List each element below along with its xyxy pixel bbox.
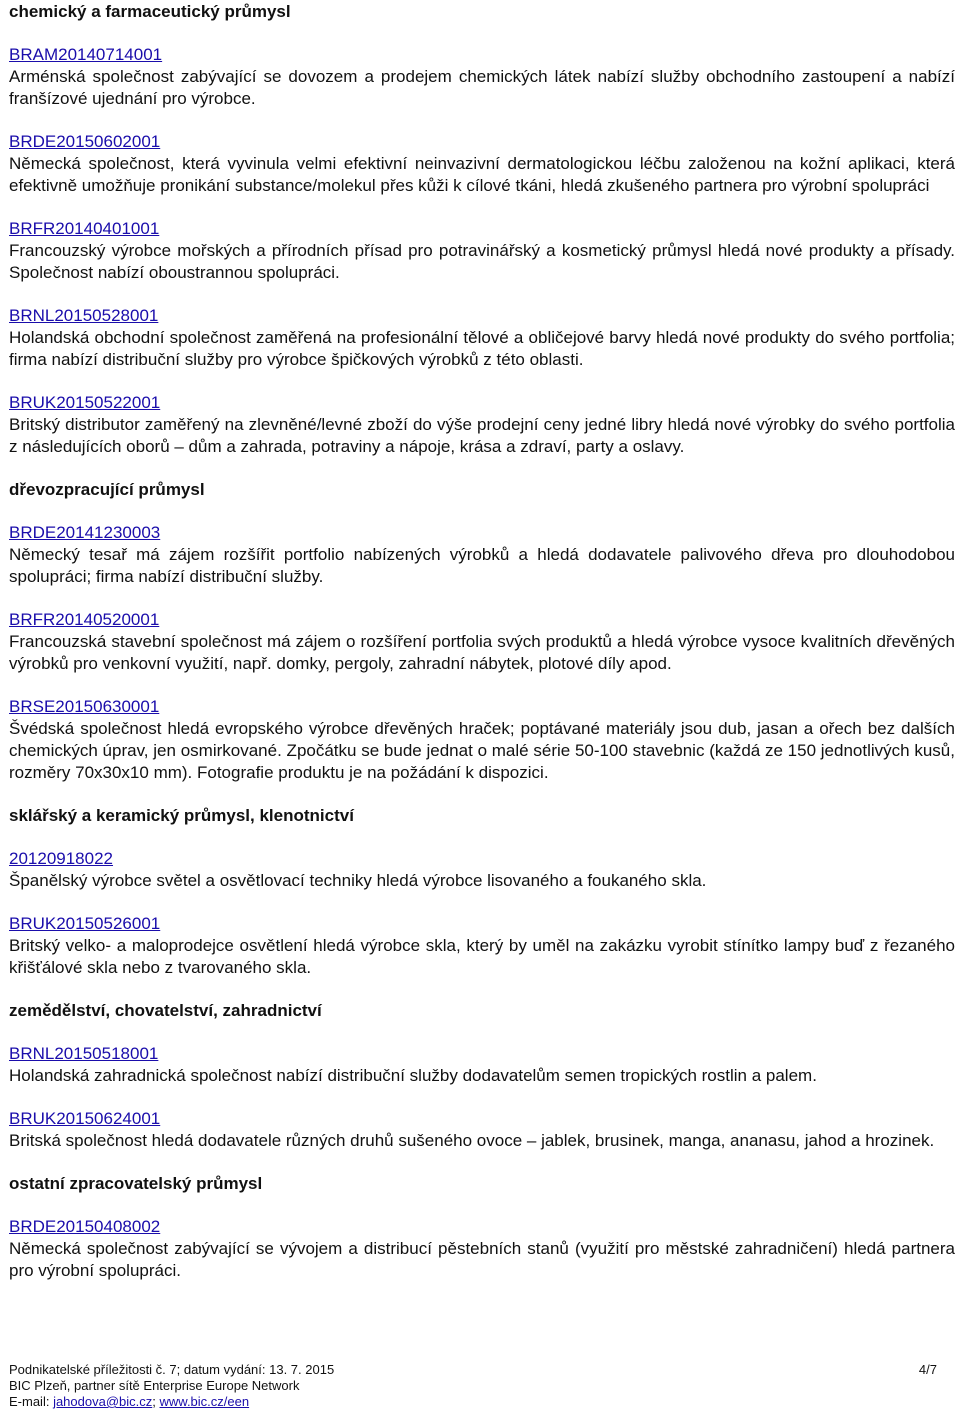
document-body: [9, 0, 955, 1282]
entry-description: Holandská zahradnická společnost nabízí distribuční služby dodavatelům semen tropických rostlin a palem.: [9, 1066, 817, 1085]
footer-row-org: [9, 1378, 937, 1394]
footer-email-label: E-mail:: [9, 1394, 54, 1409]
entry-description: Německá společnost zabývající se vývojem a distribucí pěstebních stanů (využití pro městské zahradničení) hledá partnera pro výrobní spolupráci.: [9, 1239, 955, 1280]
list-item: [9, 609, 955, 675]
entry-code-link[interactable]: BRSE20150630001: [9, 697, 160, 716]
section-zemedelstvi: [9, 1000, 955, 1152]
entry-code-link[interactable]: BRNL20150518001: [9, 1044, 159, 1063]
entry-code-link[interactable]: BRNL20150528001: [9, 306, 159, 325]
section-ostatni: [9, 1173, 955, 1282]
list-item: [9, 131, 955, 197]
section-drevozpracujici: [9, 479, 955, 784]
entry-code-link[interactable]: BRUK20150522001: [9, 393, 161, 412]
list-item: [9, 913, 955, 979]
page-number: 4/7: [918, 1362, 937, 1377]
list-item: [9, 1108, 955, 1152]
entry-description: Španělský výrobce světel a osvětlovací techniky hledá výrobce lisovaného a foukaného skla.: [9, 871, 707, 890]
footer-row-issue: [9, 1362, 937, 1378]
entry-code-link[interactable]: BRDE20150602001: [9, 132, 161, 151]
entry-description: Švédská společnost hledá evropského výrobce dřevěných hraček; poptávané materiály jsou dub, jasan a ořech bez dalších chemických úprav, jen osmirkované. Zpočátku se bude jednat o malé série 50-100 stavebnic (každá ze 150 jednotlivých kusů, rozměry 70x30x10 mm). Fotografie produktu je na požádání k dispozici.: [9, 719, 955, 782]
entry-description: Britská společnost hledá dodavatele různých druhů sušeného ovoce – jablek, brusinek, manga, ananasu, jahod a hrozinek.: [9, 1131, 935, 1150]
entry-code-link[interactable]: BRAM20140714001: [9, 45, 163, 64]
entry-code-link[interactable]: BRDE20141230003: [9, 523, 161, 542]
footer-row-contact: [9, 1394, 937, 1410]
section-sklarsky: [9, 805, 955, 979]
entry-description: Francouzský výrobce mořských a přírodních přísad pro potravinářský a kosmetický průmysl hledá nové produkty a přísady. Společnost nabízí oboustrannou spolupráci.: [9, 241, 955, 282]
list-item: [9, 218, 955, 284]
footer-separator: ;: [152, 1394, 160, 1409]
footer-issue-text: Podnikatelské příležitosti č. 7; datum vydání: 13. 7. 2015: [9, 1362, 335, 1377]
section-title: dřevozpracující průmysl: [9, 480, 205, 499]
entry-code-link[interactable]: BRUK20150624001: [9, 1109, 161, 1128]
section-title: chemický a farmaceutický průmysl: [9, 2, 291, 21]
section-title: ostatní zpracovatelský průmysl: [9, 1174, 263, 1193]
entry-code-link[interactable]: BRFR20140401001: [9, 219, 160, 238]
section-chemicky: [9, 1, 955, 458]
entry-description: Německá společnost, která vyvinula velmi efektivní neinvazivní dermatologickou léčbu založenou na kožní aplikaci, která efektivně umožňuje pronikání substance/molekul přes kůži k cílové tkáni, hledá zkušeného partnera pro výrobní spolupráci: [9, 154, 955, 195]
list-item: [9, 696, 955, 784]
list-item: [9, 392, 955, 458]
entry-code-link[interactable]: BRDE20150408002: [9, 1217, 161, 1236]
page-footer: [9, 1362, 937, 1410]
section-title: zemědělství, chovatelství, zahradnictví: [9, 1001, 322, 1020]
entry-description: Francouzská stavební společnost má zájem o rozšíření portfolia svých produktů a hledá výrobce vysoce kvalitních dřevěných výrobků pro venkovní využití, např. domky, pergoly, zahradní nábytek, plotové díly apod.: [9, 632, 955, 673]
list-item: [9, 1216, 955, 1282]
footer-email-link[interactable]: jahodova@bic.cz: [53, 1394, 153, 1409]
entry-description: Britský velko- a maloprodejce osvětlení hledá výrobce skla, který by uměl na zakázku vyrobit stínítko lampy buď z řezaného křišťálové skla nebo z tvarovaného skla.: [9, 936, 955, 977]
list-item: [9, 522, 955, 588]
entry-code-link[interactable]: 20120918022: [9, 849, 114, 868]
entry-description: Holandská obchodní společnost zaměřená na profesionální tělové a obličejové barvy hledá nové produkty do svého portfolia; firma nabízí distribuční služby pro výrobce špičkových výrobků z této oblasti.: [9, 328, 955, 369]
list-item: [9, 44, 955, 110]
footer-org-text: BIC Plzeň, partner sítě Enterprise Europe Network: [9, 1378, 300, 1393]
entry-description: Německý tesař má zájem rozšířit portfolio nabízených výrobků a hledá dodavatele palivového dřeva pro dlouhodobou spolupráci; firma nabízí distribuční služby.: [9, 545, 955, 586]
list-item: [9, 1043, 955, 1087]
list-item: [9, 305, 955, 371]
footer-web-link[interactable]: www.bic.cz/een: [159, 1394, 250, 1409]
list-item: [9, 848, 955, 892]
section-title: sklářský a keramický průmysl, klenotnictví: [9, 806, 354, 825]
entry-code-link[interactable]: BRFR20140520001: [9, 610, 160, 629]
entry-code-link[interactable]: BRUK20150526001: [9, 914, 161, 933]
entry-description: Arménská společnost zabývající se dovozem a prodejem chemických látek nabízí služby obchodního zastoupení a nabízí franšízové ujednání pro výrobce.: [9, 67, 955, 108]
entry-description: Britský distributor zaměřený na zlevněné/levné zboží do výše prodejní ceny jedné libry hledá nové výrobky do svého portfolia z následujících oborů – dům a zahrada, potraviny a nápoje, krása a zdraví, party a oslavy.: [9, 415, 955, 456]
